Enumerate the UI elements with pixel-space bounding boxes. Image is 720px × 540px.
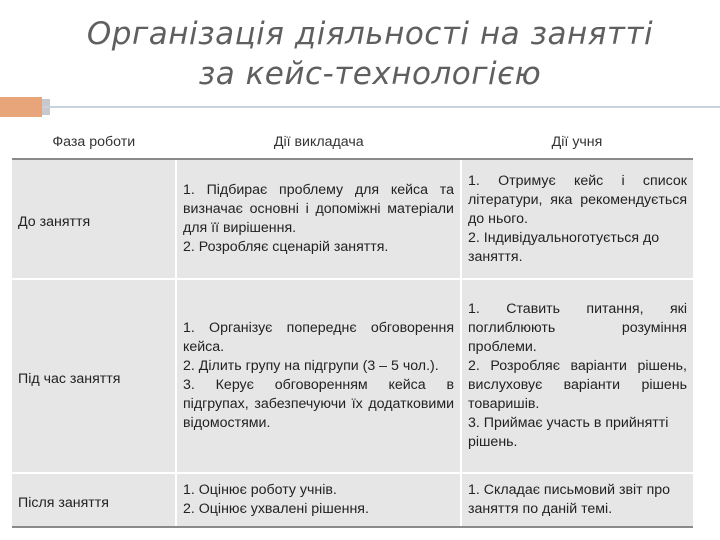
teacher-action-item: 2. Ділить групу на підгрупи (3 – 5 чол.). <box>183 358 439 374</box>
teacher-actions-cell <box>176 473 461 527</box>
student-action-item: 1. Отримує кейс і список літератури, яка рекомендується до нього. <box>468 172 687 227</box>
phase-label: Після заняття <box>18 495 109 511</box>
teacher-action-item: 1. Підбирає проблему для кейса та визначає основні і допоміжні матеріали для її вирішення. <box>183 182 454 236</box>
teacher-action-item: 1. Оцінює роботу учнів. <box>183 482 337 498</box>
teacher-action-item: 1. Організує попереднє обговорення кейса. <box>183 320 454 355</box>
accent-bar-orange <box>0 97 42 117</box>
table-row <box>12 159 693 279</box>
teacher-actions-cell <box>176 279 461 473</box>
phases-table <box>12 126 693 528</box>
accent-divider-line <box>42 106 720 108</box>
phase-cell <box>12 279 176 473</box>
table-header-row <box>12 126 693 159</box>
header-phase: Фаза роботи <box>12 126 176 159</box>
student-actions-cell <box>461 279 693 473</box>
title-line-2: за кейс-технологією <box>198 56 542 92</box>
student-action-item: 2. Індивідуальноготується до заняття. <box>468 229 660 265</box>
table-row <box>12 279 693 473</box>
phase-cell <box>12 159 176 279</box>
student-actions-cell <box>461 473 693 527</box>
teacher-action-item: 3. Керує обговоренням кейса в підгрупах, забезпечуючи їх додатковими відомостями. <box>183 377 454 431</box>
phase-cell <box>12 473 176 527</box>
teacher-action-item: 2. Розробляє сценарій заняття. <box>183 239 389 255</box>
teacher-action-item: 2. Оцінює ухвалені рішення. <box>183 501 369 517</box>
phase-label: До заняття <box>18 214 91 230</box>
slide-title <box>40 14 700 94</box>
phase-label: Під час заняття <box>18 371 121 387</box>
title-line-1: Організація діяльності на занятті <box>86 16 654 52</box>
student-actions-cell <box>461 159 693 279</box>
student-action-item: 1. Складає письмовий звіт про заняття по даній темі. <box>468 482 671 517</box>
student-action-item: 2. Розробляє варіанти рішень, вислуховує варіанти рішень товаришів. <box>468 358 687 412</box>
header-teacher-actions: Дії викладача <box>176 126 461 159</box>
student-action-item: 3. Приймає участь в прийнятті рішень. <box>468 415 669 450</box>
table-row <box>12 473 693 527</box>
teacher-actions-cell <box>176 159 461 279</box>
student-action-item: 1. Ставить питання, які поглиблюють розуміння проблеми. <box>468 301 687 355</box>
header-student-actions: Дії учня <box>461 126 693 159</box>
